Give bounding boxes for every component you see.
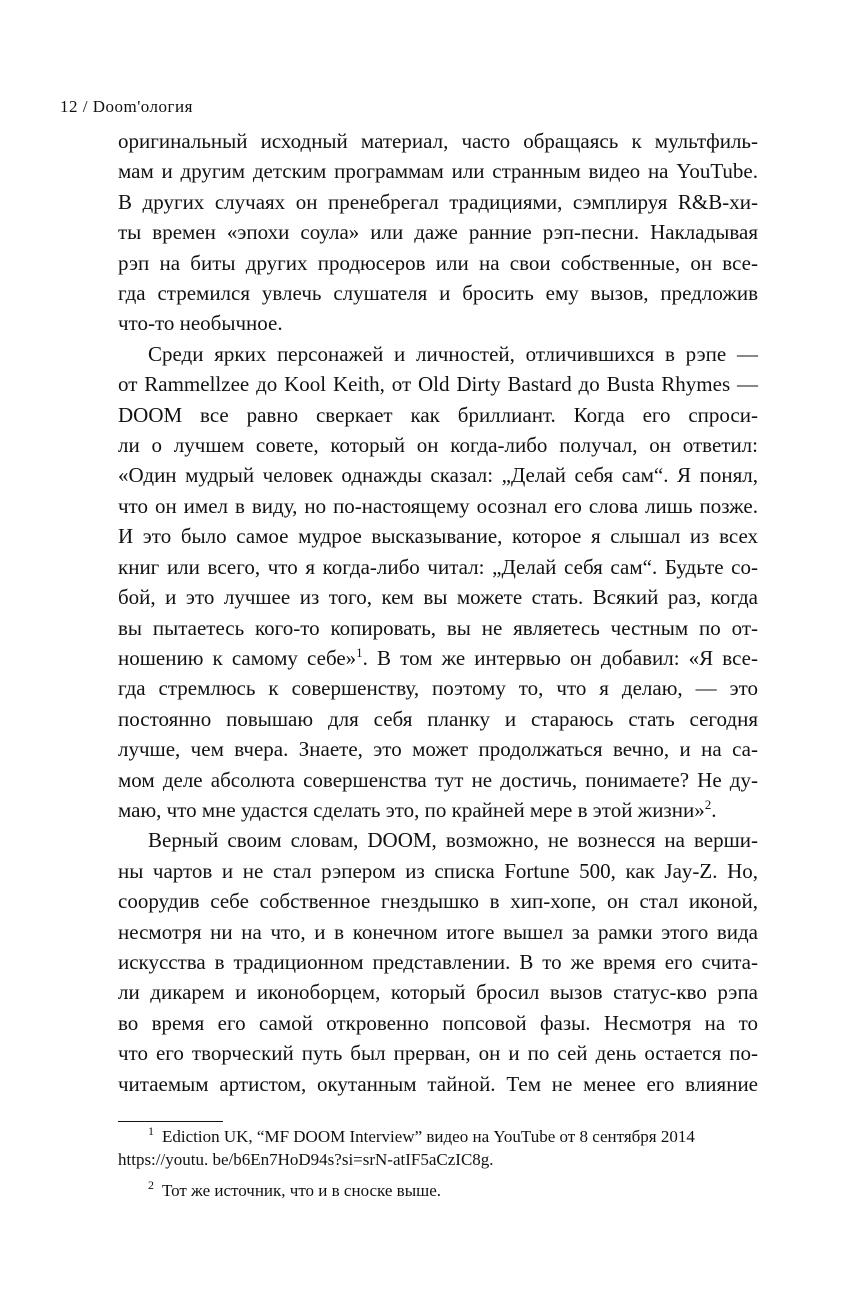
footnote-text: Тот же источник, что и в сноске выше. <box>162 1181 441 1200</box>
footnote-line <box>118 1125 758 1148</box>
footnote-mark: 1 <box>148 1124 154 1139</box>
text-line: оригинальный исходный материал, часто обращаясь к мультфиль- <box>118 129 758 153</box>
text-line: Среди ярких персонажей и личностей, отличившихся в рэпе — <box>148 341 758 366</box>
text-line: что его творческий путь был прерван, он и по сей день остается по- <box>118 1041 758 1066</box>
footnote-ref-2[interactable]: 2 <box>704 796 712 812</box>
text-segment: . В том же интервью он добавил: «Я все- <box>362 645 758 670</box>
footnotes <box>118 1125 758 1210</box>
text-line: рэп на биты других продюсеров или на свои собственные, он все- <box>118 250 758 275</box>
text-line: несмотря ни на что, и в конечном итоге вышел за рамки этого вида <box>118 919 758 944</box>
text-line: что он имел в виду, но по-настоящему осознал его слова лишь позже. <box>118 493 758 518</box>
text-line: читаемым артистом, окутанным тайной. Тем не менее его влияние <box>118 1071 758 1096</box>
text-line: гда стремлюсь к совершенству, поэтому то, что я делаю, — это <box>118 676 758 701</box>
text-line: от Rammellzee до Kool Keith, от Old Dirty Bastard до Busta Rhymes — <box>118 372 758 397</box>
footnote-link[interactable]: https://youtu. be/b6En7HoD94s?si=srN-atIF5aCzIC8g. <box>118 1150 494 1169</box>
text-line: «Один мудрый человек однажды сказал: „Делай себя сам“. Я понял, <box>118 463 758 488</box>
text-line <box>118 795 758 825</box>
text-line: вы пытаетесь кого-то копировать, вы не являетесь честным по от- <box>118 615 758 640</box>
text-segment: маю, что мне удастся сделать это, по крайней мере в этой жизни» <box>118 797 705 822</box>
running-head: 12 / Doom'ология <box>60 97 193 116</box>
paragraph-1 <box>118 126 758 339</box>
text-line: ли о лучшем совете, который он когда-либо получал, он ответил: <box>118 433 758 458</box>
footnote-line <box>118 1179 758 1202</box>
text-line: постоянно повышаю для себя планку и стараюсь стать сегодня <box>118 706 758 731</box>
paragraph-2 <box>118 339 758 826</box>
text-line: гда стремился увлечь слушателя и бросить ему вызов, предложив <box>118 281 758 306</box>
text-line: Верный своим словам, DOOM, возможно, не вознесся на верши- <box>148 828 758 853</box>
text-line: ты времен «эпохи соула» или даже ранние рэп-песни. Накладывая <box>118 220 758 245</box>
footnote-text: Ediction UK, “MF DOOM Interview” видео на YouTube от 8 сентября 2014 <box>162 1127 695 1146</box>
text-line <box>118 643 758 673</box>
text-line: что-то необычное. <box>118 311 283 336</box>
footnote-2 <box>118 1179 758 1202</box>
text-line: бой, и это лучшее из того, кем вы можете стать. Всякий раз, когда <box>118 585 758 610</box>
text-line: ны чартов и не стал рэпером из списка Fortune 500, как Jay-Z. Но, <box>118 858 758 883</box>
text-line: лучше, чем вчера. Знаете, это может продолжаться вечно, и на са- <box>118 737 758 762</box>
text-segment: ношению к самому себе» <box>118 645 357 670</box>
text-line: мом деле абсолюта совершенства тут не достичь, понимаете? Не ду- <box>118 767 758 792</box>
text-line: В других случаях он пренебрегал традициями, сэмплируя R&B-хи- <box>118 189 758 214</box>
footnote-rule <box>118 1121 223 1122</box>
footnote-ref-1[interactable]: 1 <box>356 644 363 660</box>
text-line: соорудив себе собственное гнездышко в хип-хопе, он стал иконой, <box>118 889 758 914</box>
paragraph-3 <box>118 825 758 1099</box>
footnote-1 <box>118 1125 758 1171</box>
text-line: И это было самое мудрое высказывание, которое я слышал из всех <box>118 524 758 549</box>
text-line: искусства в традиционном представлении. В то же время его счита- <box>118 949 758 974</box>
text-line: во время его самой откровенно попсовой фазы. Несмотря на то <box>118 1010 758 1035</box>
text-line: ли дикарем и иконоборцем, который бросил вызов статус-кво рэпа <box>118 980 758 1005</box>
footnote-mark: 2 <box>148 1178 154 1193</box>
text-line: DOOM все равно сверкает как бриллиант. Когда его спроси- <box>118 402 758 427</box>
body-text <box>118 126 758 1099</box>
text-segment: . <box>711 797 717 822</box>
text-line: книг или всего, что я когда-либо читал: „Делай себя сам“. Будьте со- <box>118 554 758 579</box>
text-line: мам и другим детским программам или странным видео на YouTube. <box>118 159 758 184</box>
